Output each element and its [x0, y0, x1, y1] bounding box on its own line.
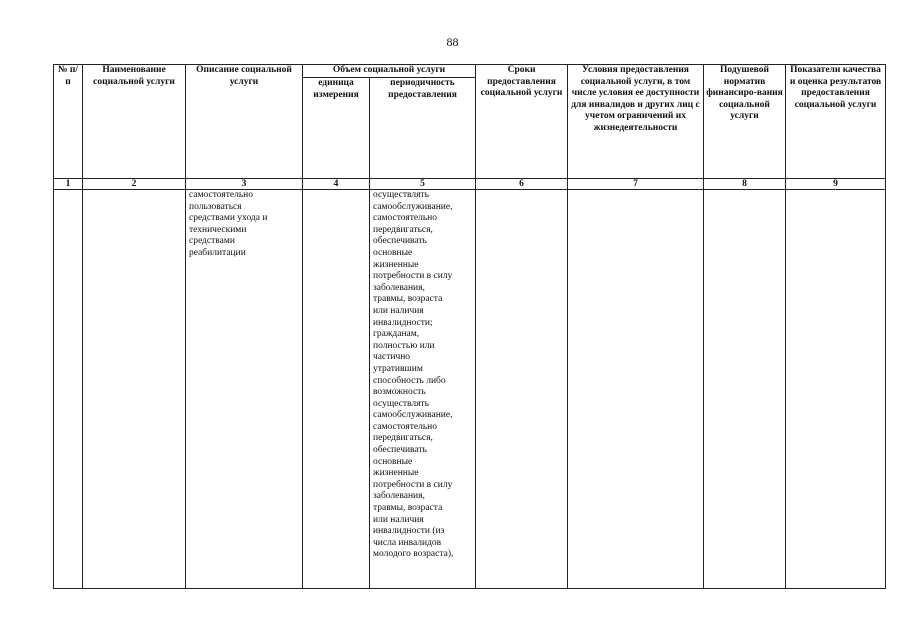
- cell-text-line: гражданам,: [373, 329, 420, 340]
- header-number: № п/п: [54, 65, 83, 179]
- header-row: [54, 65, 886, 78]
- column-number: 3: [186, 179, 303, 190]
- cell-service-description: [186, 190, 303, 589]
- cell-text-line: или наличия: [373, 305, 424, 316]
- header-service-name: Наименование социальной услуги: [83, 65, 186, 179]
- cell-text-line: возможность: [373, 387, 426, 398]
- cell-text-line: заболевания,: [373, 491, 425, 502]
- cell-text-line: обеспечивать: [373, 236, 427, 247]
- cell-text-line: частично: [373, 352, 411, 363]
- header-service-volume: Объем социальной услуги: [303, 65, 476, 78]
- cell-text-line: способность либо: [373, 375, 446, 386]
- header-unit: единица измерения: [303, 78, 370, 179]
- column-number: 8: [704, 179, 786, 190]
- table-row: [54, 190, 886, 589]
- cell-text-line: заболевания,: [373, 282, 425, 293]
- header-quality-indicators: Показатели качества и оценка результатов предоставления социальной услуги: [786, 65, 886, 179]
- cell-text-line: жизненные: [373, 468, 419, 479]
- cell-text-line: самообслуживание,: [373, 201, 453, 212]
- cell-unit: [303, 190, 370, 589]
- cell-text-line: травмы, возраста: [373, 503, 443, 514]
- cell-text-line: средствами: [189, 236, 235, 247]
- cell-text-line: осуществлять: [373, 190, 429, 200]
- cell-text-line: передвигаться,: [373, 224, 433, 235]
- cell-text-line: техническими: [189, 224, 247, 235]
- cell-text-line: числа инвалидов: [373, 537, 442, 548]
- cell-text-line: самообслуживание,: [373, 410, 453, 421]
- cell-text-line: утратившим: [373, 363, 423, 374]
- header-periodicity: периодичность предоставления: [370, 78, 476, 179]
- header-provision-conditions: Условия предоставления социальной услуги, в том числе условия ее доступности для инвалидов и других лиц с учетом ограничений их жизнедеятельности: [568, 65, 704, 179]
- cell-text-line: реабилитации: [189, 247, 246, 258]
- cell-quality-indicators: [786, 190, 886, 589]
- column-numbers-row: [54, 179, 886, 190]
- cell-provision-conditions: [568, 190, 704, 589]
- header-provision-terms: Сроки предоставления социальной услуги: [476, 65, 568, 179]
- column-number: 5: [370, 179, 476, 190]
- cell-text-line: самостоятельно: [373, 213, 438, 224]
- cell-text-line: передвигаться,: [373, 433, 433, 444]
- cell-text-line: обеспечивать: [373, 445, 427, 456]
- cell-service-name: [83, 190, 186, 589]
- column-number: 9: [786, 179, 886, 190]
- cell-text-line: потребности в силу: [373, 271, 453, 282]
- header-funding-norm: Подушевой норматив финансиро-вания социальной услуги: [704, 65, 786, 179]
- column-number: 7: [568, 179, 704, 190]
- cell-number: [54, 190, 83, 589]
- cell-text-line: самостоятельно: [189, 190, 254, 200]
- cell-text-line: или наличия: [373, 514, 424, 525]
- cell-text-line: молодого возраста),: [373, 549, 454, 560]
- cell-text-line: основные: [373, 247, 413, 258]
- social-services-table: [53, 64, 886, 589]
- column-number: 2: [83, 179, 186, 190]
- cell-text-line: потребности в силу: [373, 479, 453, 490]
- cell-text-line: осуществлять: [373, 398, 429, 409]
- cell-periodicity: [370, 190, 476, 589]
- cell-text-line: инвалидности (из: [373, 526, 445, 537]
- cell-text-line: инвалидности;: [373, 317, 433, 328]
- page-number: 88: [446, 35, 459, 49]
- cell-text-line: средствами ухода и: [189, 213, 268, 224]
- column-number: 6: [476, 179, 568, 190]
- cell-text-line: пользоваться: [189, 201, 242, 212]
- cell-text-line: полностью или: [373, 340, 435, 351]
- column-number: 1: [54, 179, 83, 190]
- cell-text-line: травмы, возраста: [373, 294, 443, 305]
- cell-text-line: основные: [373, 456, 413, 467]
- cell-provision-terms: [476, 190, 568, 589]
- column-number: 4: [303, 179, 370, 190]
- cell-text-line: жизненные: [373, 259, 419, 270]
- cell-text-line: самостоятельно: [373, 421, 438, 432]
- header-service-description: Описание социальной услуги: [186, 65, 303, 179]
- cell-funding-norm: [704, 190, 786, 589]
